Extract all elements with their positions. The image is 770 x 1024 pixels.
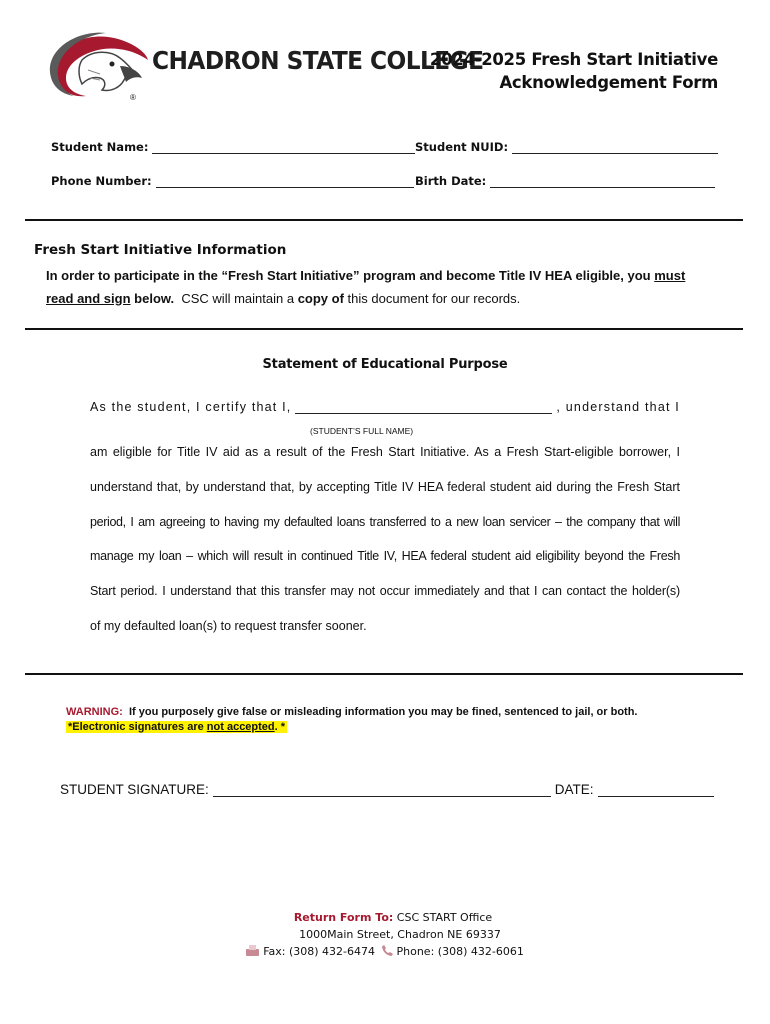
divider [25,673,743,675]
intro-part3: this document for our records. [347,290,521,306]
fax-icon [246,945,259,956]
statement-line: am eligible for Title IV aid as a result of the Fresh Start Initiative. As a Fresh Start-eligible borrower, I [90,445,680,459]
student-signature-label: STUDENT SIGNATURE: [60,782,209,797]
student-name-field[interactable] [51,140,415,154]
footer-return [8,911,770,924]
statement-line: Start period. I understand that this transfer may not occur immediately and that I can contact the holder(s) [90,584,680,598]
return-label: Return Form To: [293,911,394,924]
intro-read-sign: read and sign [46,290,131,306]
intro-must: must [654,268,686,283]
student-nuid-field[interactable] [415,140,718,154]
phone-number: Phone: (308) 432-6061 [396,945,524,958]
return-office: CSC START Office [396,911,493,924]
statement-line: period, I am agreeing to having my defaulted loans transferred to a new loan servicer – the company that will [90,515,680,529]
birth-date-line[interactable] [490,175,715,188]
info-heading: Fresh Start Initiative Information [34,242,287,258]
student-nuid-line[interactable] [512,141,718,154]
student-name-line[interactable] [152,141,415,154]
intro-below: below. [134,290,175,306]
phone-icon [382,945,393,956]
statement-title: Statement of Educational Purpose [262,357,508,372]
date-line[interactable] [598,783,714,797]
esig-suffix: . * [274,721,286,733]
phone-number-line[interactable] [156,175,414,188]
warning-body: If you purposely give false or misleading information you may be fined, sentenced to jail, or both. [128,706,638,718]
form-title [430,48,718,94]
student-signature-line[interactable] [213,783,551,797]
student-nuid-label: Student NUID: [415,140,509,154]
birth-date-field[interactable] [415,174,715,188]
birth-date-label: Birth Date: [415,174,487,188]
intro-paragraph [46,265,746,310]
intro-part2: CSC will maintain a [181,290,295,306]
eagle-logo-icon [42,30,150,102]
statement-line: of my defaulted loan(s) to request transfer sooner. [90,619,367,633]
full-name-line[interactable] [295,402,552,414]
statement-line: understand that, by understand that, by accepting Title IV HEA federal student aid during the Fresh Start [90,480,680,494]
certify-line [90,400,680,414]
intro-copy-of: copy of [297,290,344,306]
statement-line: manage my loan – which will result in continued Title IV, HEA federal student aid eligibility beyond the Fresh [90,549,680,563]
esig-prefix: *Electronic signatures are [68,721,204,733]
date-label: DATE: [554,782,594,797]
form-title-line2: Acknowledgement Form [499,73,718,92]
phone-number-label: Phone Number: [51,174,152,188]
phone-number-field[interactable] [51,174,414,188]
warning-label: WARNING: [66,706,123,718]
esig-not-accepted: not accepted [206,721,275,733]
certify-prefix: As the student, I certify that I, [90,400,292,414]
student-name-label: Student Name: [51,140,149,154]
divider [25,328,743,330]
warning-text [66,706,637,718]
esig-notice [66,721,287,733]
divider [25,219,743,221]
fax-number: Fax: (308) 432-6474 [263,945,375,958]
footer-address: 1000Main Street, Chadron NE 69337 [299,928,501,941]
college-name: CHADRON STATE COLLEGE [152,46,484,75]
registered-mark: ® [130,93,136,102]
form-title-line1: 2024-2025 Fresh Start Initiative [429,50,718,69]
certify-suffix: , understand that I [556,400,680,414]
full-name-caption: (STUDENT’S FULL NAME) [310,426,414,436]
intro-part1: In order to participate in the “Fresh Start Initiative” program and become Title IV HEA eligible, you [46,268,651,283]
signature-row [60,782,718,797]
footer-contact [0,945,770,958]
